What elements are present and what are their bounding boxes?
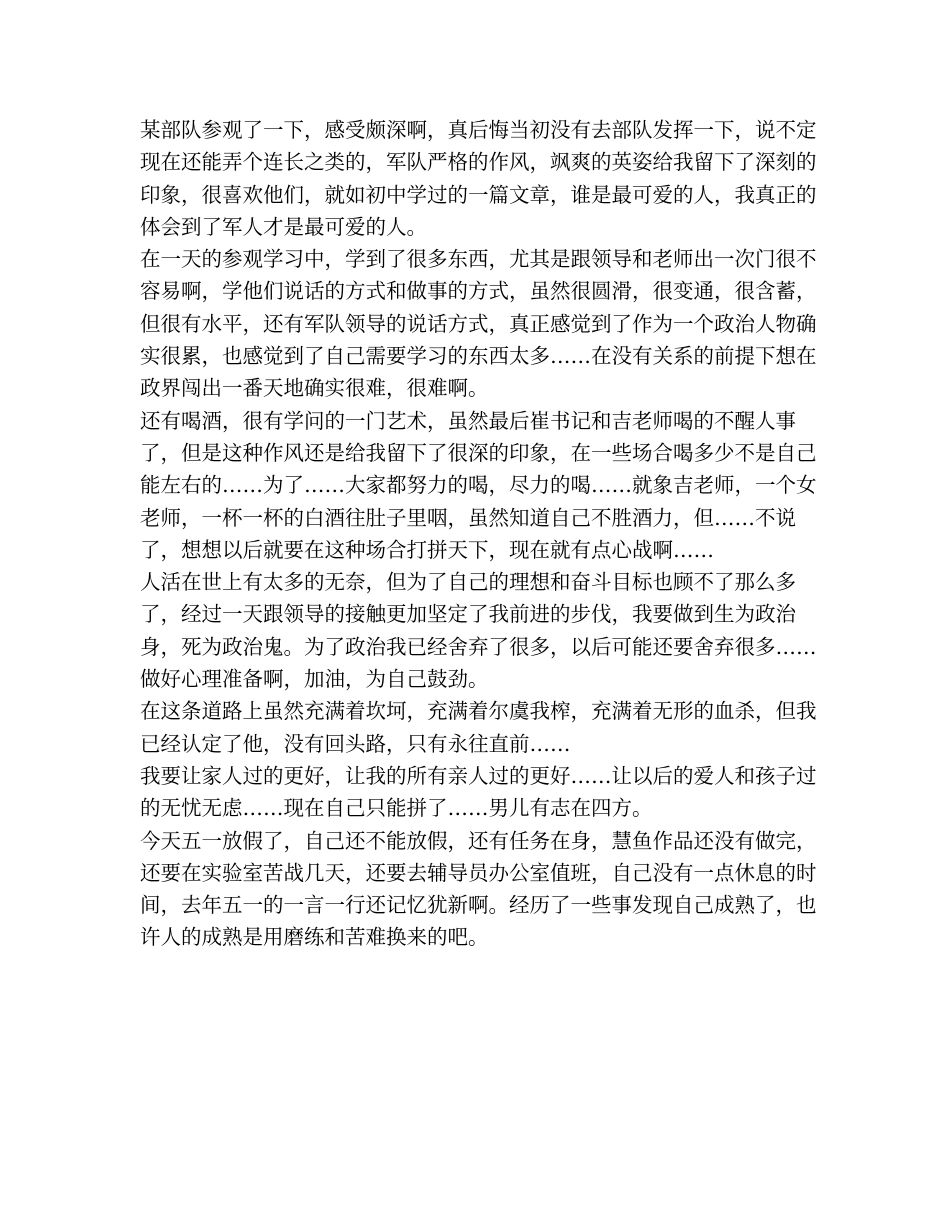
paragraph-3: 还有喝酒，很有学问的一门艺术，虽然最后崔书记和吉老师喝的不醒人事了，但是这种作风还是给我留下了很深的印象，在一些场合喝多少不是自己能左右的……为了……大家都努力的喝，尽力的喝……就象吉老师，一个女老师，一杯一杯的白酒往肚子里咽，虽然知道自己不胜酒力，但……不说了，想想以后就要在这种场合打拼天下，现在就有点心战啊…… xyxy=(140,408,817,562)
paragraph-5: 在这条道路上虽然充满着坎坷，充满着尔虞我榨，充满着无形的血杀，但我已经认定了他，没有回头路，只有永往直前…… xyxy=(140,699,817,756)
document-body xyxy=(140,114,822,954)
paragraph-2: 在一天的参观学习中，学到了很多东西，尤其是跟领导和老师出一次门很不容易啊，学他们说话的方式和做事的方式，虽然很圆滑，很变通，很含蓄，但很有水平，还有军队领导的说话方式，真正感觉到了作为一个政治人物确实很累，也感觉到了自己需要学习的东西太多……在没有关系的前提下想在政界闯出一番天地确实很难，很难啊。 xyxy=(140,247,817,401)
paragraph-7: 今天五一放假了，自己还不能放假，还有任务在身，慧鱼作品还没有做完，还要在实验室苦战几天，还要去辅导员办公室值班，自己没有一点休息的时间，去年五一的一言一行还记忆犹新啊。经历了一些事发现自己成熟了，也许人的成熟是用磨练和苦难换来的吧。 xyxy=(140,828,817,950)
paragraph-4: 人活在世上有太多的无奈，但为了自己的理想和奋斗目标也顾不了那么多了，经过一天跟领导的接触更加坚定了我前进的步伐，我要做到生为政治身，死为政治鬼。为了政治我已经舍弃了很多，以后可能还要舍弃很多……做好心理准备啊，加油，为自己鼓劲。 xyxy=(140,570,817,692)
paragraph-1: 某部队参观了一下，感受颇深啊，真后悔当初没有去部队发挥一下，说不定现在还能弄个连长之类的，军队严格的作风，飒爽的英姿给我留下了深刻的印象，很喜欢他们，就如初中学过的一篇文章，谁是最可爱的人，我真正的体会到了军人才是最可爱的人。 xyxy=(140,118,817,239)
paragraph-6: 我要让家人过的更好，让我的所有亲人过的更好……让以后的爱人和孩子过的无忧无虑……现在自己只能拼了……男儿有志在四方。 xyxy=(140,763,817,821)
